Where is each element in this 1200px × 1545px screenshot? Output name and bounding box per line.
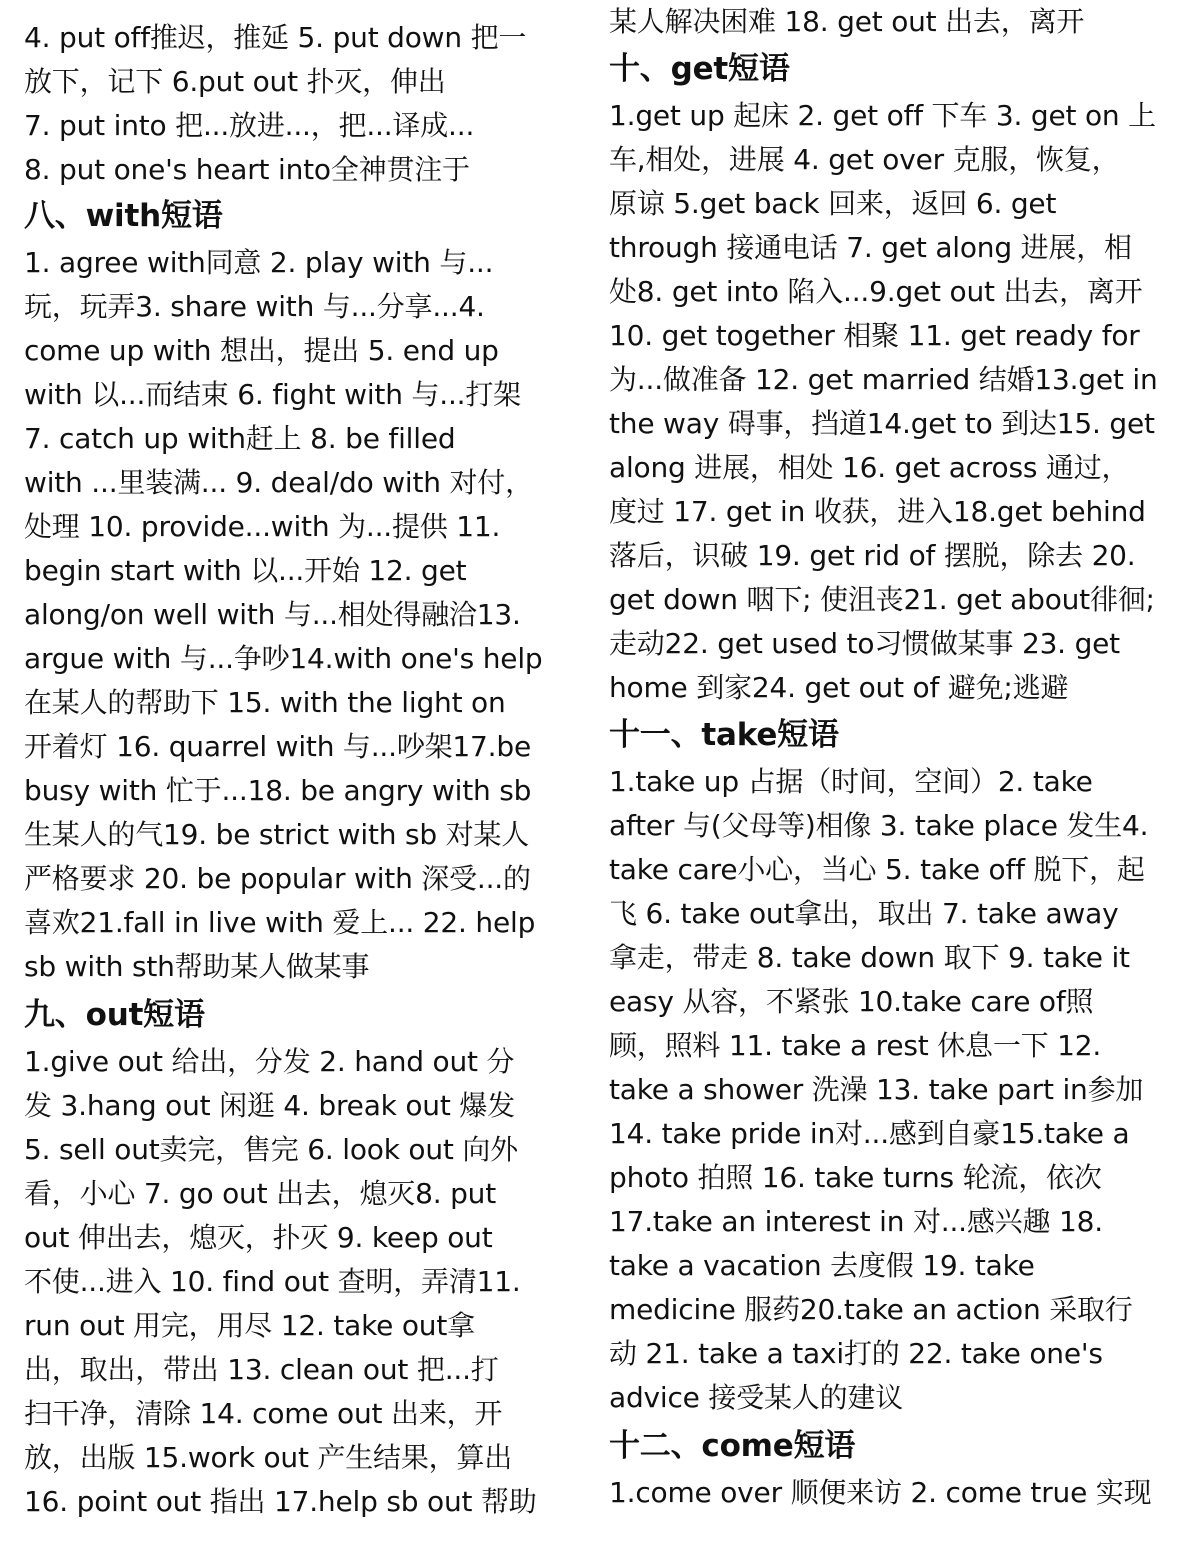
text-line: 顾，照料 11. take a rest 休息一下 12. xyxy=(609,1029,1102,1062)
text-line: 1.get up 起床 2. get off 下车 3. get on 上 xyxy=(609,99,1156,132)
text-line: 为...做准备 12. get married 结婚13.get in xyxy=(609,363,1158,396)
text-line: 生某人的气19. be strict with sb 对某人 xyxy=(24,818,530,851)
text-line: 严格要求 20. be popular with 深受...的 xyxy=(24,862,531,895)
text-line: 度过 17. get in 收获，进入18.get behind xyxy=(609,495,1146,528)
text-line: 拿走，带走 8. take down 取下 9. take it xyxy=(609,941,1130,974)
text-line: 1.come over 顺便来访 2. come true 实现 xyxy=(609,1476,1152,1509)
text-line: 动 21. take a taxi打的 22. take one's xyxy=(609,1337,1103,1370)
text-line: 喜欢21.fall in live with 爱上... 22. help xyxy=(24,906,536,939)
section-heading-with: 八、with短语 xyxy=(24,198,223,234)
text-line: busy with 忙于...18. be angry with sb xyxy=(24,774,532,807)
text-line: easy 从容，不紧张 10.take care of照 xyxy=(609,985,1094,1018)
text-line: photo 拍照 16. take turns 轮流，依次 xyxy=(609,1161,1102,1194)
text-line: 在某人的帮助下 15. with the light on xyxy=(24,686,506,719)
section-heading-take: 十一、take短语 xyxy=(609,717,839,753)
text-line: 出，取出，带出 13. clean out 把...打 xyxy=(24,1353,499,1386)
text-line: 车,相处，进展 4. get over 克服，恢复， xyxy=(609,143,1120,176)
text-line: 7. put into 把...放进...，把...译成... xyxy=(24,109,475,142)
text-line: 放，出版 15.work out 产生结果，算出 xyxy=(24,1441,513,1474)
section-heading-out: 九、out短语 xyxy=(24,997,205,1033)
text-line: 1.give out 给出，分发 2. hand out 分 xyxy=(24,1045,515,1078)
text-line: 看，小心 7. go out 出去，熄灭8. put xyxy=(24,1177,496,1210)
text-line: medicine 服药20.take an action 采取行 xyxy=(609,1293,1133,1326)
text-line: 不使...进入 10. find out 查明，弄清11. xyxy=(24,1265,521,1298)
text-line: 处理 10. provide...with 为...提供 11. xyxy=(24,510,501,543)
text-line: 走动22. get used to习惯做某事 23. get xyxy=(609,627,1120,660)
text-line: come up with 想出，提出 5. end up xyxy=(24,334,499,367)
text-line: 1. agree with同意 2. play with 与... xyxy=(24,246,494,279)
text-line: take care小心，当心 5. take off 脱下，起 xyxy=(609,853,1145,886)
text-line: 飞 6. take out拿出，取出 7. take away xyxy=(609,897,1119,930)
text-line: out 伸出去，熄灭，扑灭 9. keep out xyxy=(24,1221,493,1254)
text-line: advice 接受某人的建议 xyxy=(609,1381,904,1414)
text-line: 17.take an interest in 对...感兴趣 18. xyxy=(609,1205,1103,1238)
text-line: along 进展，相处 16. get across 通过， xyxy=(609,451,1130,484)
text-line: 4. put off推迟，推延 5. put down 把一 xyxy=(24,21,527,54)
text-line: with 以...而结束 6. fight with 与...打架 xyxy=(24,378,521,411)
text-line: 发 3.hang out 闲逛 4. break out 爆发 xyxy=(24,1089,515,1122)
text-line: 处8. get into 陷入...9.get out 出去，离开 xyxy=(609,275,1143,308)
text-line: 10. get together 相聚 11. get ready for xyxy=(609,319,1140,352)
text-line: 落后，识破 19. get rid of 摆脱，除去 20. xyxy=(609,539,1136,572)
text-line: 8. put one's heart into全神贯注于 xyxy=(24,153,470,186)
text-line: take a vacation 去度假 19. take xyxy=(609,1249,1035,1282)
text-line: along/on well with 与...相处得融洽13. xyxy=(24,598,521,631)
text-line: 原谅 5.get back 回来，返回 6. get xyxy=(609,187,1057,220)
text-line: 扫干净，清除 14. come out 出来，开 xyxy=(24,1397,503,1430)
text-line: argue with 与...争吵14.with one's help xyxy=(24,642,543,675)
text-line: 开着灯 16. quarrel with 与...吵架17.be xyxy=(24,730,531,763)
text-line: 1.take up 占据（时间，空间）2. take xyxy=(609,765,1093,798)
text-line: sb with sth帮助某人做某事 xyxy=(24,950,370,983)
section-heading-get: 十、get短语 xyxy=(609,51,790,87)
text-line: 14. take pride in对...感到自豪15.take a xyxy=(609,1117,1130,1150)
text-line: with ...里装满... 9. deal/do with 对付， xyxy=(24,466,533,499)
text-line: take a shower 洗澡 13. take part in参加 xyxy=(609,1073,1144,1106)
text-line: through 接通电话 7. get along 进展，相 xyxy=(609,231,1132,264)
text-line: home 到家24. get out of 避免;逃避 xyxy=(609,671,1069,704)
text-line: the way 碍事，挡道14.get to 到达15. get xyxy=(609,407,1155,440)
section-heading-come: 十二、come短语 xyxy=(609,1428,856,1464)
text-line: run out 用完，用尽 12. take out拿 xyxy=(24,1309,475,1342)
text-line: after 与(父母等)相像 3. take place 发生4. xyxy=(609,809,1149,842)
text-line: get down 咽下; 使沮丧21. get about徘徊; xyxy=(609,583,1155,616)
text-line: 某人解决困难 18. get out 出去，离开 xyxy=(609,5,1085,38)
text-line: 7. catch up with赶上 8. be filled xyxy=(24,422,456,455)
text-line: 玩，玩弄3. share with 与...分享...4. xyxy=(24,290,485,323)
text-line: 放下，记下 6.put out 扑灭，伸出 xyxy=(24,65,446,98)
text-line: 5. sell out卖完，售完 6. look out 向外 xyxy=(24,1133,518,1166)
text-line: 16. point out 指出 17.help sb out 帮助 xyxy=(24,1485,537,1518)
text-line: begin start with 以...开始 12. get xyxy=(24,554,467,587)
